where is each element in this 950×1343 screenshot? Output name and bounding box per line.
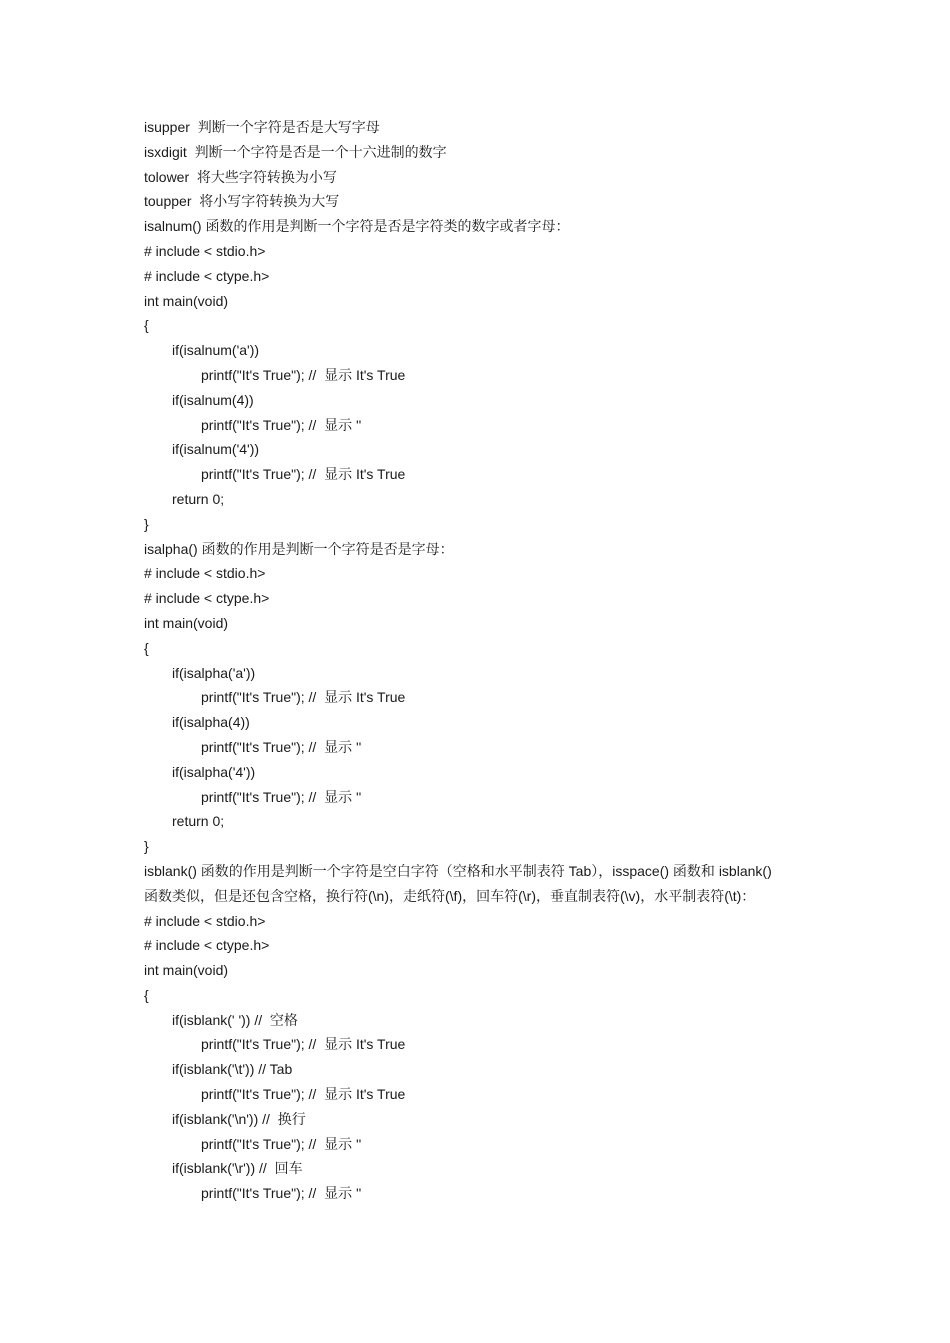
- text-line: printf("It's True"); // 显示 '': [201, 416, 362, 433]
- text-line: 函数类似，但是还包含空格，换行符(\n)，走纸符(\f)，回车符(\r)，垂直制表符(\v)，水平制表符(\t)：: [144, 887, 756, 904]
- text-line: return 0;: [172, 490, 225, 507]
- text-line: # include < ctype.h>: [144, 267, 270, 284]
- text-line: printf("It's True"); // 显示 '': [201, 788, 362, 805]
- text-line: isalpha() 函数的作用是判断一个字符是否是字母：: [144, 540, 454, 557]
- text-line: int main(void): [144, 292, 229, 309]
- text-line: # include < ctype.h>: [144, 590, 270, 607]
- text-line: return 0;: [172, 813, 225, 830]
- text-line: if(isalnum(4)): [172, 391, 254, 408]
- text-line: if(isalpha(4)): [172, 714, 250, 731]
- text-line: isalnum() 函数的作用是判断一个字符是否是字符类的数字或者字母：: [144, 218, 570, 235]
- text-line: }: [144, 838, 149, 855]
- text-line: }: [144, 515, 149, 532]
- text-line: if(isalnum('4')): [172, 441, 260, 458]
- text-line: isxdigit 判断一个字符是否是一个十六进制的数字: [144, 143, 447, 160]
- text-line: printf("It's True"); // 显示 It's True: [201, 366, 406, 383]
- text-line: {: [144, 639, 149, 656]
- text-line: # include < ctype.h>: [144, 937, 270, 954]
- document-body: [144, 115, 824, 1206]
- text-line: printf("It's True"); // 显示 It's True: [201, 466, 406, 483]
- text-line: toupper 将小写字符转换为大写: [144, 193, 340, 210]
- text-line: int main(void): [144, 614, 229, 631]
- text-line: isupper 判断一个字符是否是大写字母: [144, 119, 380, 135]
- text-line: if(isblank('\t')) // Tab: [172, 1061, 293, 1078]
- text-line: printf("It's True"); // 显示 It's True: [201, 1086, 406, 1103]
- text-line: if(isalnum('a')): [172, 342, 260, 359]
- text-line: printf("It's True"); // 显示 '': [201, 738, 362, 755]
- text-line: printf("It's True"); // 显示 '': [201, 1185, 362, 1202]
- text-line: if(isalpha('a')): [172, 664, 256, 681]
- text-line: printf("It's True"); // 显示 '': [201, 1135, 362, 1152]
- text-line: int main(void): [144, 962, 229, 979]
- text-line: {: [144, 986, 149, 1003]
- text-line: # include < stdio.h>: [144, 565, 266, 582]
- text-line: if(isblank('\n')) // 换行: [172, 1110, 306, 1127]
- text-line: if(isblank('\r')) // 回车: [172, 1160, 303, 1177]
- text-line: tolower 将大些字符转换为小写: [144, 168, 337, 185]
- text-line: # include < stdio.h>: [144, 912, 266, 929]
- text-line: isblank() 函数的作用是判断一个字符是空白字符（空格和水平制表符 Tab），isspace() 函数和 isblank(): [144, 862, 772, 879]
- text-line: printf("It's True"); // 显示 It's True: [201, 689, 406, 706]
- text-line: if(isalpha('4')): [172, 763, 256, 780]
- text-line: # include < stdio.h>: [144, 242, 266, 259]
- text-line: if(isblank(' ')) // 空格: [172, 1011, 298, 1028]
- text-line: {: [144, 317, 149, 334]
- text-line: printf("It's True"); // 显示 It's True: [201, 1036, 406, 1053]
